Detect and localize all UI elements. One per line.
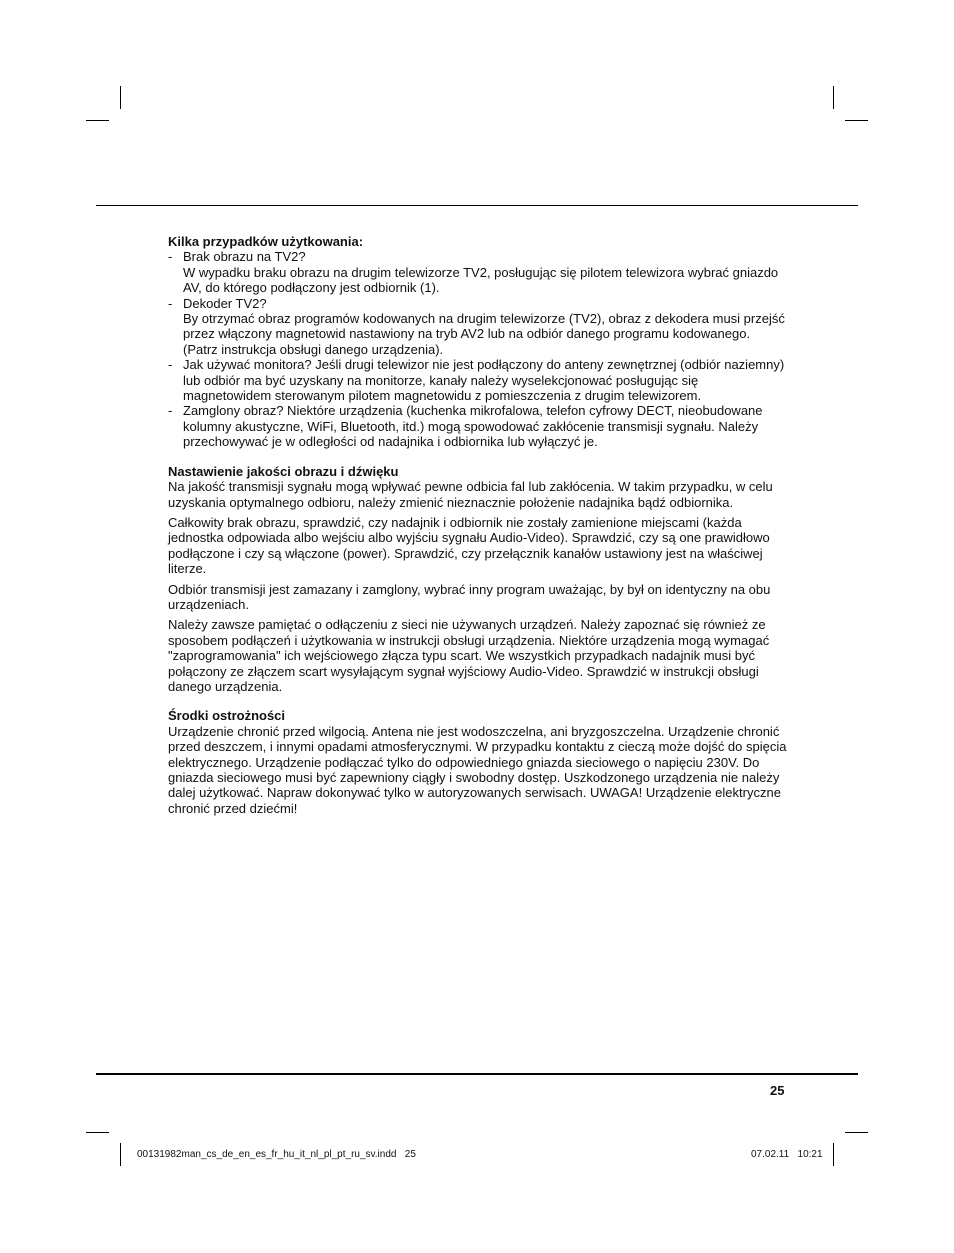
quality-paragraph: Odbiór transmisji jest zamazany i zamglony, wybrać inny program uważając, by był on identyczny na obu urządzeniach.: [168, 581, 771, 612]
list-item: [168, 403, 788, 449]
quality-paragraph: Na jakość transmisji sygnału mogą wpływać pewne odbicia fal lub zakłócenia. W takim przypadku, w celu uzyskania optymalnego odbioru, należy zmienić nieznacznie położenie nadajnika bądź odbiornika.: [168, 479, 773, 510]
bullet-dash: -: [168, 357, 173, 373]
top-rule: [96, 205, 858, 206]
use-cases-heading: Kilka przypadków użytkowania:: [168, 234, 364, 249]
page-content: [168, 234, 788, 830]
list-item-answer: By otrzymać obraz programów kodowanych na drugim telewizorze (TV2), obraz z dekodera musi przejść przez włączony magnetowid nastawiony na tryb AV2 lub na odbiór danego programu kodowanego. (Patrz instrukcja obsługi danego urządzenia).: [183, 311, 785, 357]
safety-heading: Środki ostrożności: [168, 708, 286, 724]
bullet-dash: -: [168, 295, 173, 311]
crop-mark-bottom-right-horizontal: [845, 1132, 868, 1133]
footer-file-name: 00131982man_cs_de_en_es_fr_hu_it_nl_pl_pt_ru_sv.indd 25: [137, 1149, 416, 1160]
crop-mark-bottom-left-vertical: [120, 1143, 121, 1166]
page-number: 25: [770, 1083, 785, 1098]
list-item-question: Jak używać monitora? Jeśli drugi telewizor nie jest podłączony do anteny zewnętrznej (odbiór naziemny) lub odbiór ma być uzyskany na monitorze, kanały należy wyselekcjonować posługując się magnetowidem sterowanym pilotem magnetowidu z pomieszczenia z drugim telewizorem.: [183, 357, 785, 404]
footer-date-time: 07.02.11 10:21: [751, 1149, 823, 1160]
list-item-question: Zamglony obraz? Niektóre urządzenia (kuchenka mikrofalowa, telefon cyfrowy DECT, nieobudowane kolumny akustyczne, WiFi, Bluetooth, itd.) mogą spowodować zakłócenie transmisji sygnału. Należy przechowywać je w odległości od nadajnika i odbiornika lub wyłączyć je.: [183, 403, 763, 450]
list-item: [168, 296, 788, 358]
list-item: [168, 357, 788, 403]
list-item: [168, 249, 788, 295]
list-item-answer: W wypadku braku obrazu na drugim telewizorze TV2, posługując się pilotem telewizora wybrać gniazdo AV, do którego podłączony jest odbiornik (1).: [183, 264, 779, 296]
crop-mark-top-right-vertical: [833, 86, 834, 109]
bullet-dash: -: [168, 403, 173, 419]
crop-mark-bottom-left-horizontal: [86, 1132, 109, 1133]
quality-heading: Nastawienie jakości obrazu i dźwięku: [168, 463, 399, 479]
list-item-question: Brak obrazu na TV2?: [183, 249, 306, 265]
use-cases-list: [168, 249, 788, 449]
bullet-dash: -: [168, 249, 173, 265]
crop-mark-top-right-horizontal: [845, 120, 868, 121]
quality-paragraph: Należy zawsze pamiętać o odłączeniu z sieci nie używanych urządzeń. Należy zapoznać się również ze sposobem podłączeń i użytkowania w instrukcji obsługi urządzenia. Niektóre urządzenia mogą wymagać "zaprogramowania" ich wejściowego złącza typu scart. We wszystkich przypadkach nadajnik musi być połączony ze złączem scart wysyłającym sygnał wyjściowy Audio-Video. Sprawdzić w instrukcji obsługi danego urządzenia.: [168, 617, 770, 694]
crop-mark-top-left-vertical: [120, 86, 121, 109]
quality-paragraph: Całkowity brak obrazu, sprawdzić, czy nadajnik i odbiornik nie zostały zamienione miejscami (każda jednostka odpowiada albo wejściu albo wyjściu sygnału Audio-Video). Sprawdzić, czy są one prawidłowo podłączone i czy są włączone (power). Sprawdzić, czy przełącznik kanałów ustawiony jest na właściwej literze.: [168, 514, 770, 577]
quality-section: [168, 464, 788, 695]
use-cases-section: [168, 234, 788, 450]
safety-paragraph: Urządzenie chronić przed wilgocią. Antena nie jest wodoszczelna, ani bryzgoszczelna. Urządzenie chronić przed deszczem, i innymi opadami atmosferycznymi. W przypadku kontaktu z cieczą może dojść do spięcia elektrycznego. Urządzenie podłączać tylko do odpowiedniego gniazda sieciowego o napięciu 230V. Do gniazda sieciowego musi być zapewniony ciągły i swobodny dostęp. Uszkodzonego urządzenia nie należy dalej użytkować. Napraw dokonywać tylko w autoryzowanych serwisach. UWAGA! Urządzenie elektryczne chronić przed dziećmi!: [168, 723, 787, 816]
bottom-rule: [96, 1073, 858, 1075]
list-item-question: Dekoder TV2?: [183, 295, 267, 311]
crop-mark-bottom-right-vertical: [833, 1143, 834, 1166]
safety-section: [168, 708, 788, 816]
crop-mark-top-left-horizontal: [86, 120, 109, 121]
